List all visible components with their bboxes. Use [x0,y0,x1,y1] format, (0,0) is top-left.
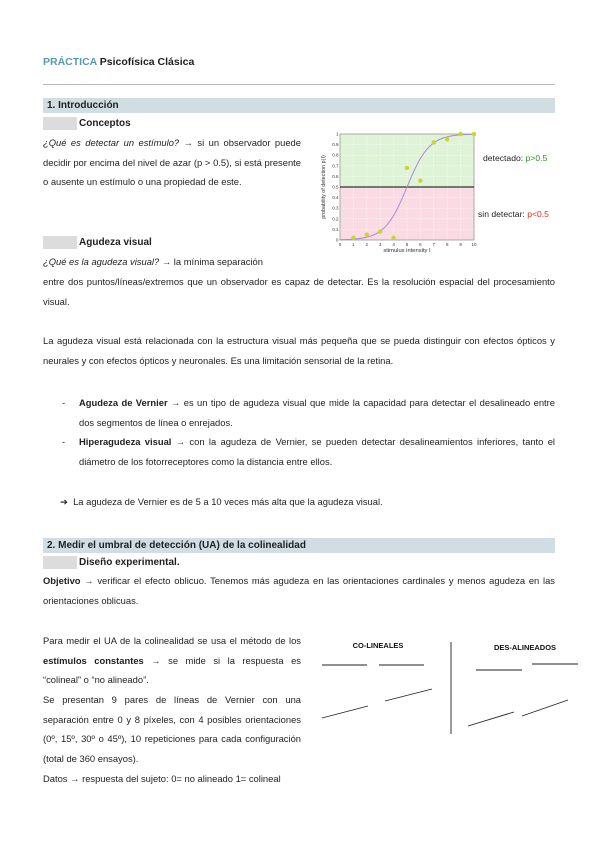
data-point [365,233,369,237]
y-tick-label: 0.3 [332,205,339,211]
label-detected-value: p>0.5 [525,153,548,163]
bullet-dash: - [62,436,66,447]
y-tick-label: 0.4 [332,195,339,201]
x-tick-label: 1 [352,242,355,247]
data-point [351,236,355,240]
title-text: Psicofísica Clásica [96,56,195,68]
x-tick-label: 6 [419,242,422,247]
sub-label: Diseño experimental. [79,557,180,568]
label-detected [483,153,547,163]
metodo-term: estímulos constantes [43,654,144,666]
y-axis-label: probability of detection p(I) [321,155,327,219]
data-point [405,166,409,170]
objetivo-term: Objetivo [43,575,81,586]
y-tick-label: 1 [335,131,339,137]
y-tick-label: 0.2 [332,216,339,222]
label-undetected-value: p<0.5 [527,209,549,219]
label-desalineados: DES-ALINEADOS [493,643,557,652]
y-tick-label: 0.1 [332,226,339,232]
bullet-vernier [62,393,555,432]
y-tick-label: 0.5 [332,184,339,190]
sub-shade [43,556,77,569]
paragraph-metodo [43,631,301,690]
x-tick-label: 4 [392,242,395,247]
data-point [418,178,422,182]
y-tick-label: 0.6 [332,173,339,179]
answer-agudeza-a: → la mínima separación [159,256,263,267]
bullet-vernier-text: → es un tipo de agudeza visual que mide la capacidad para detectar el desalineado entre dos segmentos de línea o enrejados. [79,397,555,428]
objetivo-text: → verificar el efecto oblicuo. Tenemos más agudeza en las orientaciones cardinales y menos agudeza en las orientaciones oblicuas. [43,575,555,606]
label-colineales: CO-LINEALES [352,641,404,650]
paragraph-agudeza-q [43,252,303,272]
arrow-icon: ➔ [60,496,68,507]
paragraph-vernier-pares: Se presentan 9 pares de líneas de Vernier con una separación entre 0 y 8 píxeles, con 4 posibles orientaciones (0º, 15º, 30º o 45º), 10 repeticiones para cada configuración (total de 360 ensayos). [43,694,301,764]
paragraph-detectar [43,133,301,192]
paragraph-datos: Datos → respuesta del sujeto: 0= no alineado 1= colineal [43,773,281,784]
section-2-heading: 2. Medir el umbral de detección (UA) de la colinealidad [43,538,555,553]
arrow-note [60,492,555,512]
bullet-hiperagudeza-text: → con la agudeza de Vernier, se pueden detectar desalineamientos inferiores, tanto el diámetro de los fotorreceptores como la distancia entre ellos. [79,436,556,467]
paragraph-objetivo [43,571,555,610]
colineal-segment [322,706,368,718]
paragraph-agudeza-relacion: La agudeza visual está relacionada con la estructura visual más pequeña que se pueda distinguir con efectos ópticos y neurales y con efectos ópticos y neuronales. Es una limitación sensorial de la retina. [43,335,555,366]
data-point [432,140,436,144]
x-tick-label: 8 [445,242,449,247]
header-divider [43,84,555,85]
desalineado-segment [468,712,514,726]
x-tick-label: 7 [432,242,436,247]
data-point [378,229,382,233]
metodo-text-c: → se mide si la respuesta es “colineal” o “no alineado”. [43,654,301,686]
question-agudeza: ¿Qué es la agudeza visual? [43,256,160,267]
section-1-heading: 1. Introducción [43,98,555,113]
x-axis-label: stimulus intensity I [383,248,431,254]
sub-label: Agudeza visual [79,237,152,248]
label-undetected [478,209,549,219]
page-title [43,56,194,68]
arrow-note-text: La agudeza de Vernier es de 5 a 10 veces más alta que la agudeza visual. [73,496,383,507]
bullet-dash: - [62,397,66,408]
y-tick-label: 0.7 [332,163,339,169]
subheading-conceptos [43,117,183,130]
label-detected-prefix: detectado: [483,153,526,163]
colineal-segment [385,689,432,701]
x-tick-label: 2 [365,242,369,247]
y-tick-label: 0 [335,237,339,243]
y-tick-label: 0.8 [332,152,339,158]
y-tick-label: 0.9 [332,142,339,148]
x-tick-label: 10 [471,242,477,247]
subheading-agudeza [43,236,183,249]
sub-label: Conceptos [79,118,131,129]
answer-detectar: → si un observador puede decidir por encima del nivel de azar (p > 0.5), si está presente o ausente un estímulo o una propiedad de este. [43,137,301,188]
x-tick-label: 9 [459,242,462,247]
bullet-hiperagudeza [62,432,556,471]
subheading-diseno [43,556,243,569]
x-tick-label: 0 [338,242,342,247]
data-point [458,132,462,136]
psychometric-chart [318,128,480,260]
data-point [472,132,476,136]
x-tick-label: 3 [378,242,382,247]
metodo-text-a: Para medir el UA de la colinealidad se usa el método de los [43,635,301,646]
paragraph-agudeza-b: entre dos puntos/líneas/extremos que un observador es capaz de detectar. Es la resolución espacial del procesamiento visual. [43,276,555,307]
title-prefix: PRÁCTICA [43,56,97,68]
x-tick-label: 5 [405,242,409,247]
sub-shade [43,117,77,130]
sub-shade [43,236,77,249]
bullet-vernier-term: Agudeza de Vernier [79,397,168,408]
question-detectar: ¿Qué es detectar un estímulo? [43,137,180,148]
vernier-figure [318,634,583,744]
data-point [445,137,449,141]
data-point [391,236,395,240]
desalineado-segment [522,700,568,716]
bullet-hiperagudeza-term: Hiperagudeza visual [79,436,172,447]
label-undetected-prefix: sin detectar: [478,209,528,219]
